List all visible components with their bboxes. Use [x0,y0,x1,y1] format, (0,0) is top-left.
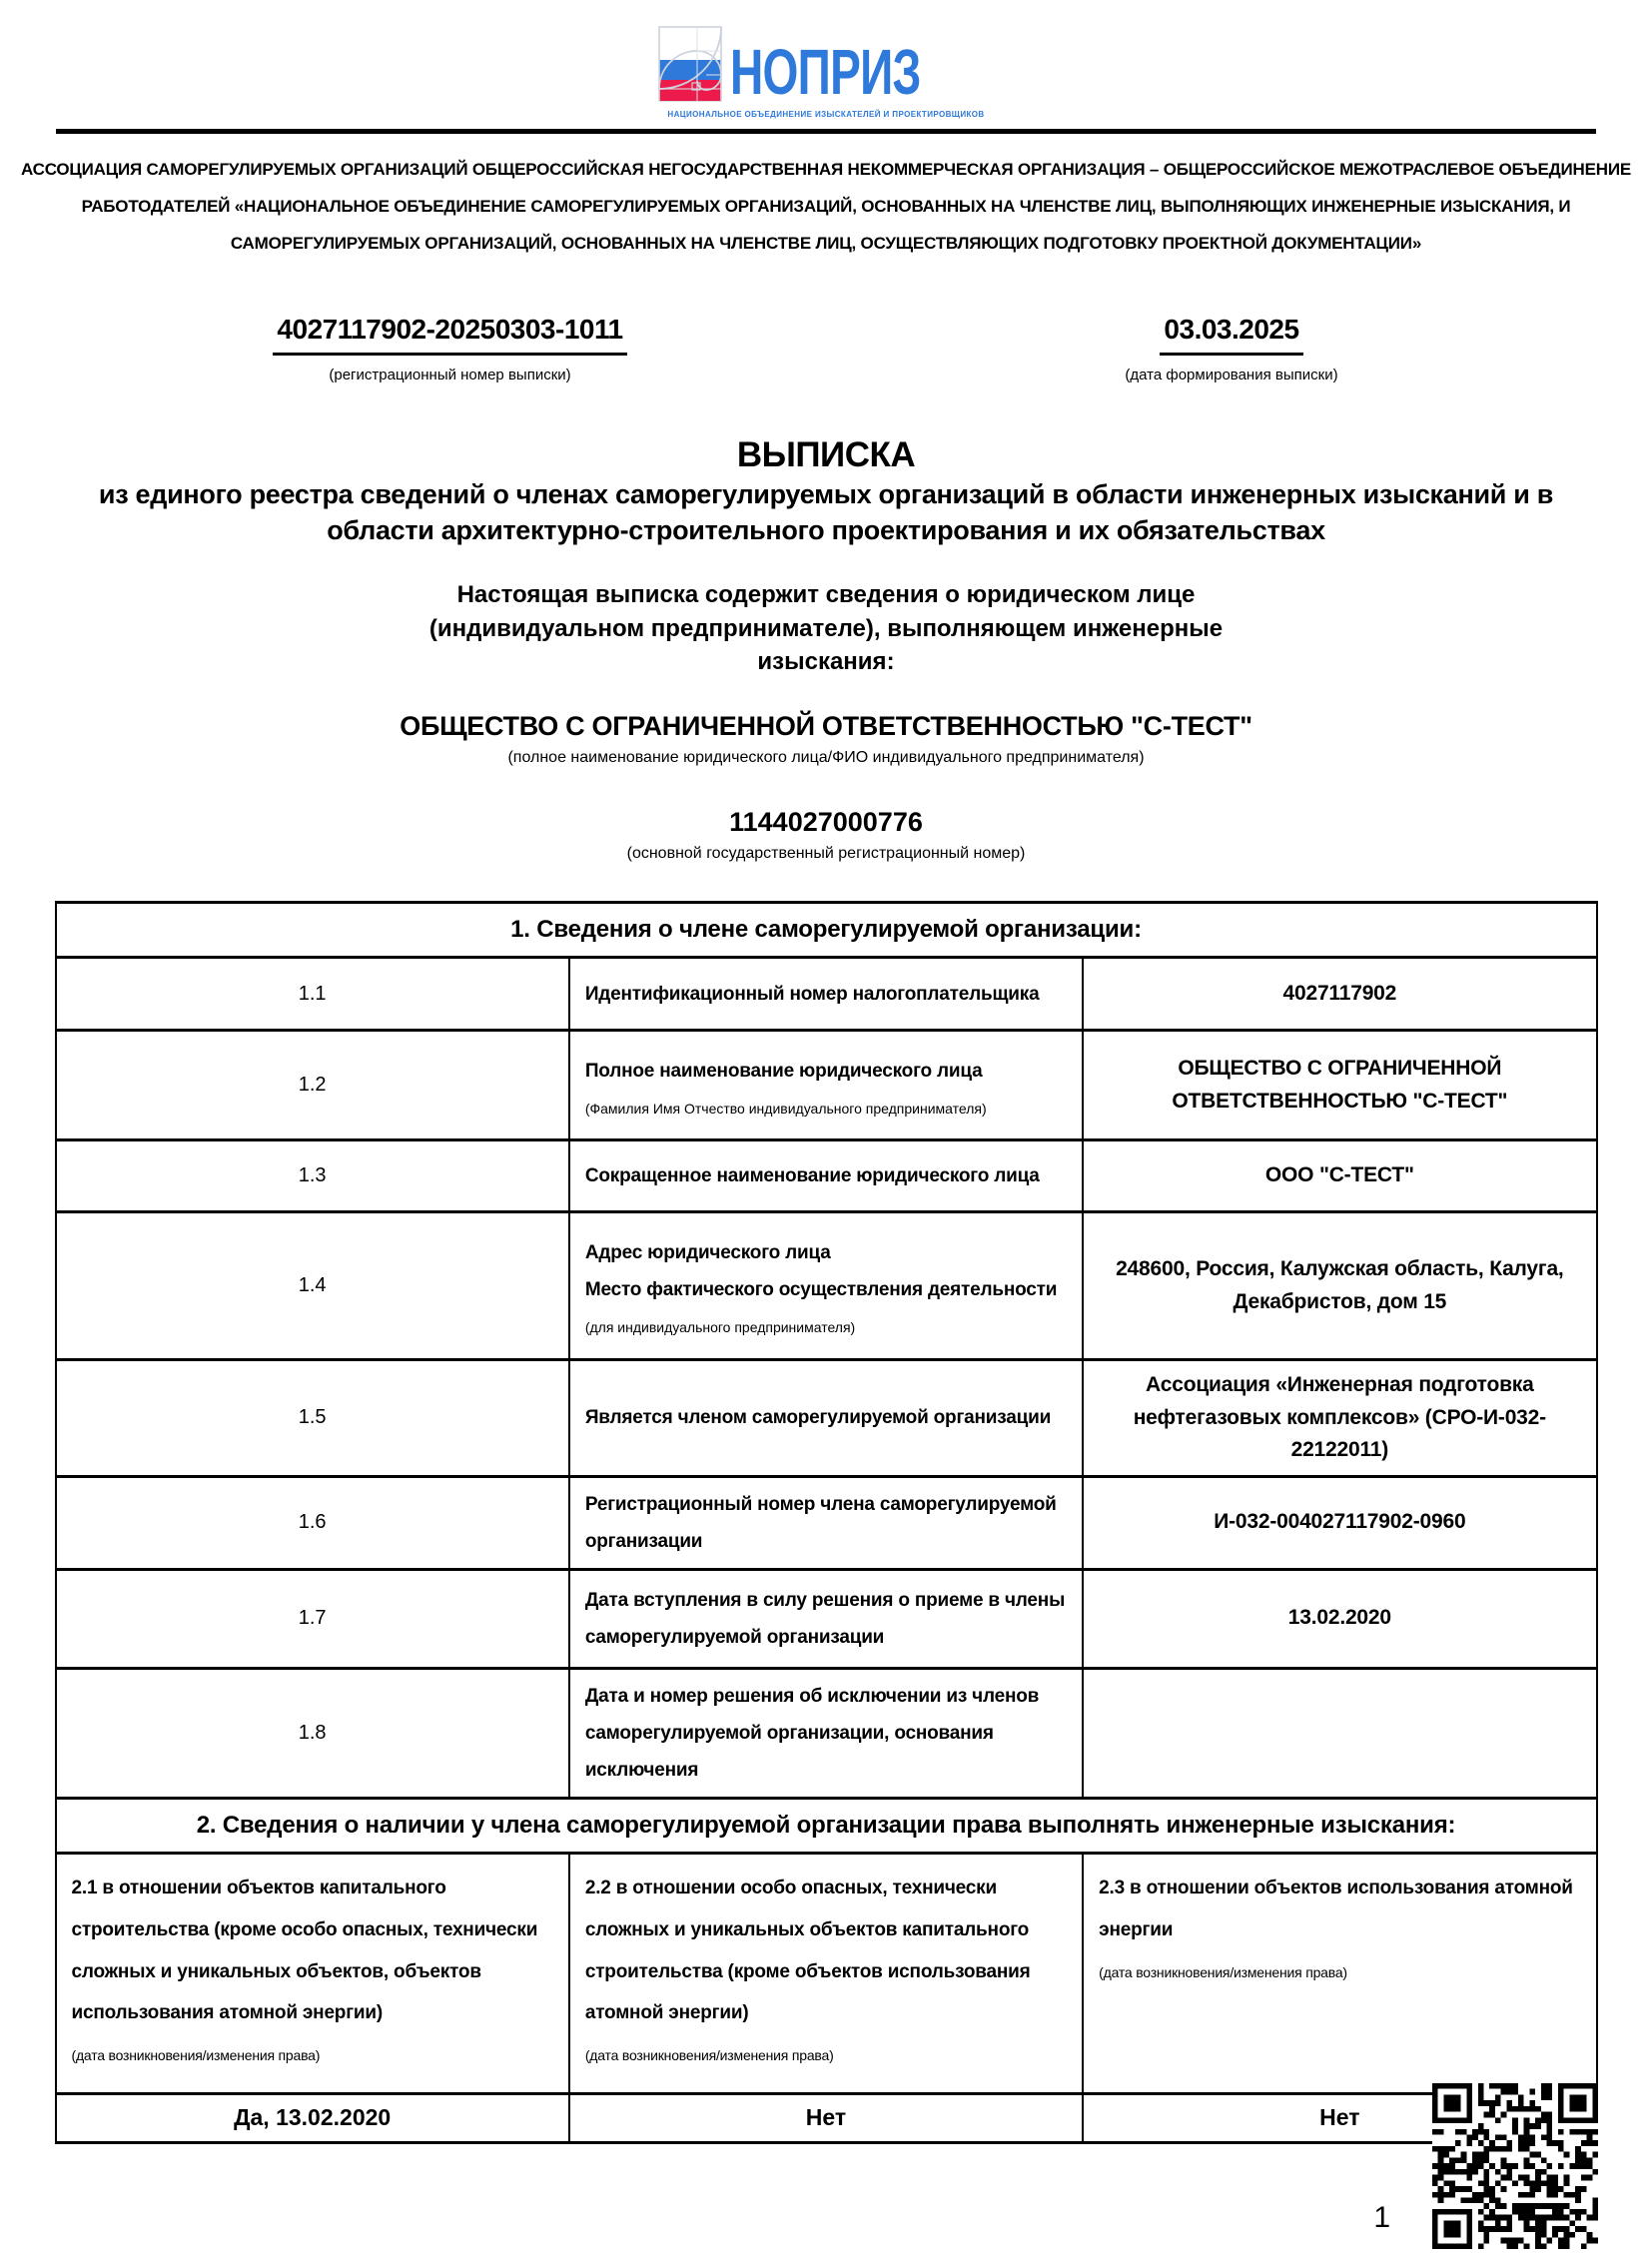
row-sublabel: (для индивидуального предпринимателя) [584,1319,856,1336]
member-full-name-caption: (полное наименование юридического лица/ФИО индивидуального предпринимателя) [507,749,1145,767]
table-row [56,1031,1597,1140]
row-label: Идентификационный номер налогоплательщика [569,958,1083,1031]
row-value: ОБЩЕСТВО С ОГРАНИЧЕННОЙ ОТВЕТСТВЕННОСТЬЮ "С-ТЕСТ" [1083,1031,1596,1140]
extract-title: ВЫПИСКА [736,435,916,474]
extract-date-block [1047,314,1416,383]
association-header-line-1: АССОЦИАЦИЯ САМОРЕГУЛИРУЕМЫХ ОРГАНИЗАЦИЙ ОБЩЕРОССИЙСКАЯ НЕГОСУДАРСТВЕННАЯ НЕКОММЕРЧЕСКАЯ ОРГАНИЗАЦИЯ – ОБЩЕРОССИЙСКОЕ МЕЖОТРАСЛЕВОЕ ОБЪЕДИНЕНИЕ [21,160,1631,179]
row-number: 1.1 [56,958,569,1031]
right-scope-label: 2.3 в отношении объектов использования атомной энергии (дата возникновения/изменения права) [1083,1853,1596,2093]
right-scope-value: Да, 13.02.2020 [56,2093,569,2142]
row-label: Сокращенное наименование юридического лица [569,1140,1083,1212]
nopriz-flag-spiral-icon [658,26,722,102]
row-number: 1.3 [56,1140,569,1212]
right-scope-caption: (дата возникновения/изменения права) [1099,1963,1347,1980]
header-divider-line [56,129,1596,134]
table-row [56,1853,1597,2093]
section2-table [55,1797,1598,2144]
table-row [56,1140,1597,1212]
row-value: Ассоциация «Инженерная подготовка нефтегазовых комплексов» (СРО-И-032-22122011) [1083,1360,1596,1477]
right-scope-caption: (дата возникновения/изменения права) [584,2047,834,2064]
section1-title: 1. Сведения о члене саморегулируемой организации: [56,903,1597,958]
right-scope-value: Нет [569,2093,1083,2142]
member-full-name: ОБЩЕСТВО С ОГРАНИЧЕННОЙ ОТВЕТСТВЕННОСТЬЮ "С-ТЕСТ" [400,711,1252,742]
row-number: 1.7 [56,1569,569,1668]
ogrn-caption: (основной государственный регистрационный номер) [626,845,1026,863]
extract-date-caption: (дата формирования выписки) [1125,367,1338,383]
nopriz-logo [0,0,1652,119]
row-value: ООО "С-ТЕСТ" [1083,1140,1596,1212]
table-row [56,1476,1597,1569]
registration-line [0,314,1652,413]
registration-number-caption: (регистрационный номер выписки) [329,367,571,383]
row-label: Является членом саморегулируемой организации [569,1360,1083,1477]
extract-subtitle: из единого реестра сведений о членах саморегулируемых организаций в области инженерных изысканий и в области архитектурно-строительного проектирования и их обязательствах [98,479,1554,545]
ogrn-number: 1144027000776 [729,807,923,838]
section1-table [55,901,1598,1800]
right-scope-caption: (дата возникновения/изменения права) [71,2047,321,2064]
table-row [56,1569,1597,1668]
association-header-line-3: САМОРЕГУЛИРУЕМЫХ ОРГАНИЗАЦИЙ, ОСНОВАННЫХ НА ЧЛЕНСТВЕ ЛИЦ, ОСУЩЕСТВЛЯЮЩИХ ПОДГОТОВКУ ПРОЕКТНОЙ ДОКУМЕНТАЦИИ» [230,234,1422,253]
row-value: 4027117902 [1083,958,1596,1031]
row-sublabel: (Фамилия Имя Отчество индивидуального предпринимателя) [584,1100,987,1117]
right-scope-label: 2.1 в отношении объектов капитального строительства (кроме особо опасных, технически сложных и уникальных объектов, объектов использования атомной энергии) (дата возникновения/изменения права) [56,1853,569,2093]
row-number: 1.6 [56,1476,569,1569]
row-value: И-032-004027117902-0960 [1083,1476,1596,1569]
row-number: 1.8 [56,1668,569,1798]
registration-number-block [228,314,672,383]
nopriz-tagline: НАЦИОНАЛЬНОЕ ОБЪЕДИНЕНИЕ ИЗЫСКАТЕЛЕЙ И ПРОЕКТИРОВЩИКОВ [667,110,985,119]
page-number: 1 [1373,2201,1390,2234]
registration-number: 4027117902-20250303-1011 [273,314,626,356]
row-number: 1.4 [56,1212,569,1360]
qr-code [1432,2083,1598,2249]
table-row [56,2093,1597,2142]
association-header [0,151,1652,262]
nopriz-brand-text: НОПРИЗ [729,36,921,109]
table-row [56,1360,1597,1477]
row-number: 1.5 [56,1360,569,1477]
row-label: Полное наименование юридического лица (Фамилия Имя Отчество индивидуального предпринимателя) [569,1031,1083,1140]
table-row [56,1212,1597,1360]
right-scope-label: 2.2 в отношении особо опасных, технически сложных и уникальных объектов капитального строительства (кроме объектов использования атомной энергии) (дата возникновения/изменения права) [569,1853,1083,2093]
association-header-line-2: РАБОТОДАТЕЛЕЙ «НАЦИОНАЛЬНОЕ ОБЪЕДИНЕНИЕ САМОРЕГУЛИРУЕМЫХ ОРГАНИЗАЦИЙ, ОСНОВАННЫХ НА ЧЛЕНСТВЕ ЛИЦ, ВЫПОЛНЯЮЩИХ ИНЖЕНЕРНЫЕ ИЗЫСКАНИЯ, И [81,197,1571,216]
table-row [56,1668,1597,1798]
row-label: Адрес юридического лица Место фактического осуществления деятельности (для индивидуального предпринимателя) [569,1212,1083,1360]
extract-statement: Настоящая выписка содержит сведения о юридическом лице (индивидуальном предпринимателе), выполняющем инженерные изыскания: [428,581,1224,676]
row-label: Дата и номер решения об исключении из членов саморегулируемой организации, основания исключения [569,1668,1083,1798]
row-label: Дата вступления в силу решения о приеме в члены саморегулируемой организации [569,1569,1083,1668]
row-value: 13.02.2020 [1083,1569,1596,1668]
row-value [1083,1668,1596,1798]
table-row [56,958,1597,1031]
section2-title: 2. Сведения о наличии у члена саморегулируемой организации права выполнять инженерные изыскания: [56,1798,1597,1853]
row-number: 1.2 [56,1031,569,1140]
row-label: Регистрационный номер члена саморегулируемой организации [569,1476,1083,1569]
right-scope-value: Нет [1083,2093,1596,2142]
extract-date: 03.03.2025 [1160,314,1302,356]
row-value: 248600, Россия, Калужская область, Калуга, Декабристов, дом 15 [1083,1212,1596,1360]
